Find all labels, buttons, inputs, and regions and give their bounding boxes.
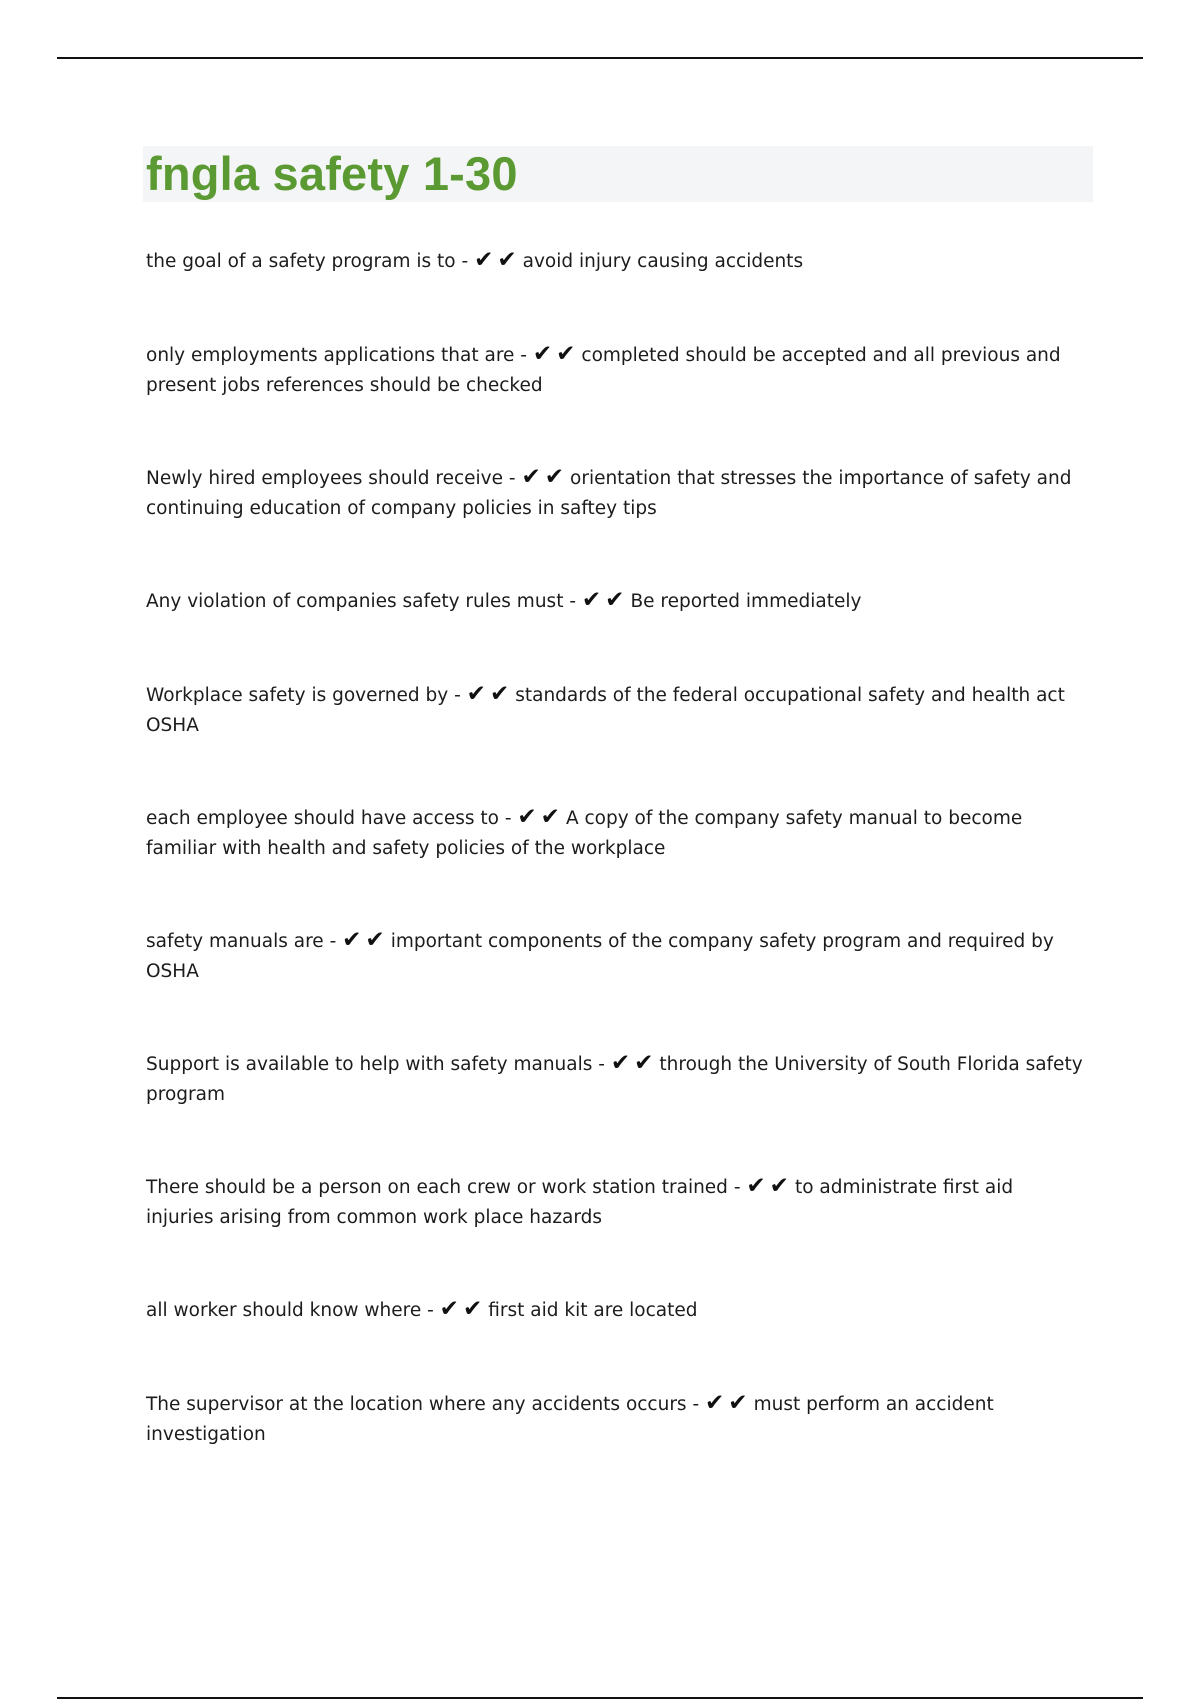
answer: important components of the company safety program and required by OSHA xyxy=(146,931,1054,982)
separator: - xyxy=(503,468,522,489)
qa-item-2 xyxy=(146,341,1086,401)
question: Newly hired employees should receive xyxy=(146,468,504,489)
question: safety manuals are xyxy=(146,931,324,952)
double-check-icon xyxy=(610,1050,658,1076)
page-title: fngla safety 1-30 xyxy=(146,147,518,200)
qa-item-9 xyxy=(146,1173,1086,1233)
qa-item-10 xyxy=(146,1296,1086,1326)
answer: A copy of the company safety manual to become familiar with health and safety policies of the workplace xyxy=(146,808,1023,859)
check-icon: ✔ xyxy=(532,341,557,367)
separator: - xyxy=(448,685,467,706)
answer: to administrate first aid injuries arising from common work place hazards xyxy=(146,1177,1014,1228)
double-check-icon xyxy=(474,247,521,273)
check-icon: ✔ xyxy=(517,804,541,830)
separator: - xyxy=(727,1177,747,1198)
check-icon: ✔ xyxy=(610,1050,635,1076)
check-icon: ✔ xyxy=(489,681,514,707)
double-check-icon xyxy=(517,804,564,830)
question: the goal of a safety program is to xyxy=(146,251,456,272)
check-icon: ✔ xyxy=(439,1296,463,1322)
bottom-rule xyxy=(57,1697,1143,1699)
double-check-icon xyxy=(746,1173,793,1199)
answer: orientation that stresses the importance of safety and continuing education of company policies in saftey tips xyxy=(146,468,1072,519)
qa-item-1 xyxy=(146,247,1086,277)
double-check-icon xyxy=(466,681,514,707)
question: The supervisor at the location where any accidents occurs xyxy=(146,1394,687,1415)
double-check-icon xyxy=(521,464,569,490)
qa-item-5 xyxy=(146,681,1086,741)
separator: - xyxy=(592,1054,611,1075)
answer: standards of the federal occupational safety and health act OSHA xyxy=(146,685,1065,736)
separator: - xyxy=(421,1300,440,1321)
double-check-icon xyxy=(532,341,580,367)
check-icon: ✔ xyxy=(705,1390,729,1416)
check-icon: ✔ xyxy=(462,1296,487,1322)
answer: avoid injury causing accidents xyxy=(522,251,804,272)
check-icon: ✔ xyxy=(581,587,606,613)
question: only employments applications that are xyxy=(146,345,515,366)
check-icon: ✔ xyxy=(342,927,366,953)
question: Any violation of companies safety rules must xyxy=(146,591,564,612)
double-check-icon xyxy=(581,587,629,613)
answer: must perform an accident investigation xyxy=(146,1394,994,1445)
answer: Be reported immediately xyxy=(630,591,862,612)
separator: - xyxy=(455,251,475,272)
top-rule xyxy=(57,57,1143,59)
check-icon: ✔ xyxy=(521,464,545,490)
check-icon: ✔ xyxy=(634,1050,658,1076)
qa-item-7 xyxy=(146,927,1086,987)
check-icon: ✔ xyxy=(746,1173,770,1199)
qa-item-11 xyxy=(146,1390,1086,1450)
answer: through the University of South Florida safety program xyxy=(146,1054,1083,1105)
check-icon: ✔ xyxy=(540,804,564,830)
question: all worker should know where xyxy=(146,1300,422,1321)
check-icon: ✔ xyxy=(544,464,569,490)
qa-item-3 xyxy=(146,464,1086,524)
question: Support is available to help with safety manuals xyxy=(146,1054,593,1075)
check-icon: ✔ xyxy=(556,341,580,367)
check-icon: ✔ xyxy=(365,927,389,953)
check-icon: ✔ xyxy=(466,681,490,707)
qa-item-6 xyxy=(146,804,1086,864)
qa-item-4 xyxy=(146,587,1086,617)
qa-item-8 xyxy=(146,1050,1086,1110)
answer: completed should be accepted and all previous and present jobs references should be checked xyxy=(146,345,1061,396)
question: each employee should have access to xyxy=(146,808,499,829)
check-icon: ✔ xyxy=(497,247,521,273)
answer: first aid kit are located xyxy=(488,1300,698,1321)
separator: - xyxy=(686,1394,706,1415)
check-icon: ✔ xyxy=(728,1390,752,1416)
check-icon: ✔ xyxy=(605,587,629,613)
question: There should be a person on each crew or work station trained xyxy=(146,1177,728,1198)
double-check-icon xyxy=(439,1296,487,1322)
separator: - xyxy=(563,591,582,612)
separator: - xyxy=(498,808,518,829)
double-check-icon xyxy=(342,927,389,953)
separator: - xyxy=(323,931,343,952)
separator: - xyxy=(514,345,533,366)
question: Workplace safety is governed by xyxy=(146,685,449,706)
double-check-icon xyxy=(705,1390,752,1416)
check-icon: ✔ xyxy=(769,1173,793,1199)
check-icon: ✔ xyxy=(474,247,498,273)
